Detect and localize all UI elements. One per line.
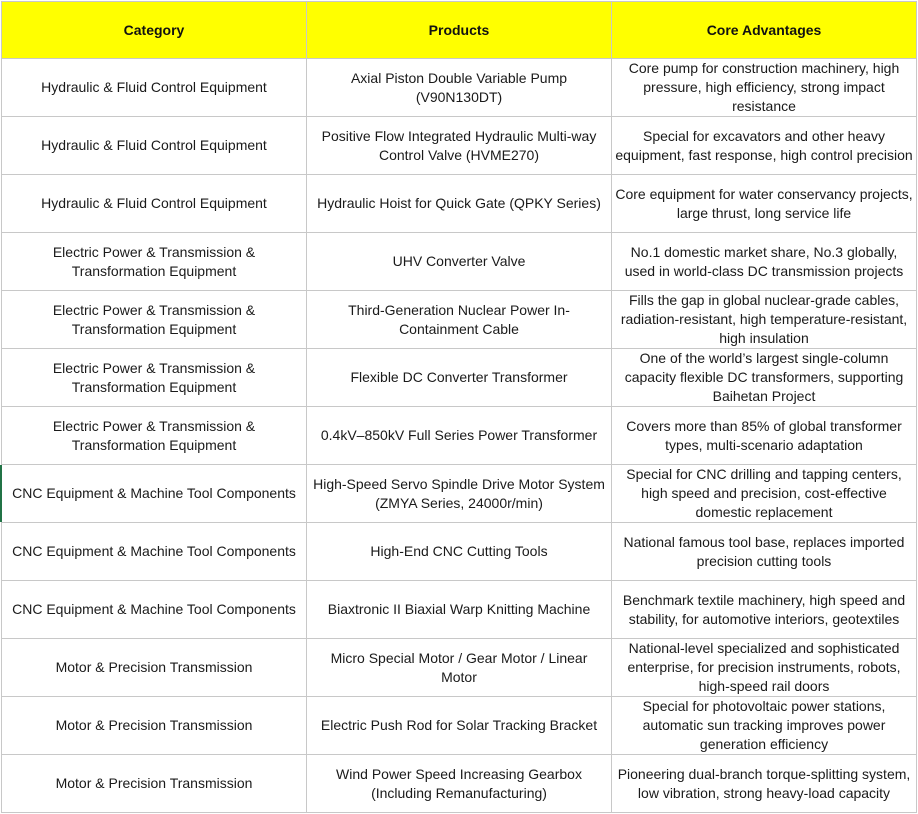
active-row-marker (0, 465, 2, 522)
advantage-cell[interactable]: Covers more than 85% of global transformer types, multi-scenario adaptation (612, 407, 917, 465)
advantage-cell[interactable]: Benchmark textile machinery, high speed and stability, for automotive interiors, geotextiles (612, 581, 917, 639)
product-cell[interactable]: High-End CNC Cutting Tools (307, 523, 612, 581)
category-cell[interactable]: Electric Power & Transmission & Transformation Equipment (2, 233, 307, 291)
advantage-cell[interactable]: Special for CNC drilling and tapping centers, high speed and precision, cost-effective domestic replacement (612, 465, 917, 523)
advantage-cell[interactable]: Pioneering dual-branch torque-splitting system, low vibration, strong heavy-load capacity (612, 755, 917, 813)
table-row (2, 465, 917, 523)
table-row (2, 349, 917, 407)
advantage-cell[interactable]: No.1 domestic market share, No.3 globally, used in world-class DC transmission projects (612, 233, 917, 291)
product-cell[interactable]: Third-Generation Nuclear Power In-Containment Cable (307, 291, 612, 349)
category-cell[interactable]: CNC Equipment & Machine Tool Components (2, 523, 307, 581)
advantage-cell[interactable]: One of the world’s largest single-column capacity flexible DC transformers, supporting Baihetan Project (612, 349, 917, 407)
category-cell[interactable]: Electric Power & Transmission & Transformation Equipment (2, 407, 307, 465)
advantage-cell[interactable]: Special for photovoltaic power stations, automatic sun tracking improves power generation efficiency (612, 697, 917, 755)
advantage-cell[interactable]: Core equipment for water conservancy projects, large thrust, long service life (612, 175, 917, 233)
header-cell-category[interactable]: Category (2, 2, 307, 59)
category-cell[interactable]: CNC Equipment & Machine Tool Components (2, 465, 307, 523)
advantage-cell[interactable]: Core pump for construction machinery, high pressure, high efficiency, strong impact resistance (612, 59, 917, 117)
category-cell[interactable]: Hydraulic & Fluid Control Equipment (2, 117, 307, 175)
table-body (2, 59, 917, 813)
product-cell[interactable]: Electric Push Rod for Solar Tracking Bracket (307, 697, 612, 755)
table-row (2, 117, 917, 175)
advantage-cell[interactable]: National famous tool base, replaces imported precision cutting tools (612, 523, 917, 581)
category-cell[interactable]: Hydraulic & Fluid Control Equipment (2, 175, 307, 233)
product-cell[interactable]: Micro Special Motor / Gear Motor / Linear Motor (307, 639, 612, 697)
table-header (2, 2, 917, 59)
product-cell[interactable]: Flexible DC Converter Transformer (307, 349, 612, 407)
category-cell[interactable]: Electric Power & Transmission & Transformation Equipment (2, 349, 307, 407)
table-row (2, 581, 917, 639)
category-cell[interactable]: Motor & Precision Transmission (2, 639, 307, 697)
category-cell[interactable]: Electric Power & Transmission & Transformation Equipment (2, 291, 307, 349)
header-cell-products[interactable]: Products (307, 2, 612, 59)
product-table (1, 1, 917, 813)
header-row (2, 2, 917, 59)
advantage-cell[interactable]: Fills the gap in global nuclear-grade cables, radiation-resistant, high temperature-resistant, high insulation (612, 291, 917, 349)
table-row (2, 175, 917, 233)
product-cell[interactable]: Biaxtronic II Biaxial Warp Knitting Machine (307, 581, 612, 639)
table-row (2, 233, 917, 291)
category-cell[interactable]: Hydraulic & Fluid Control Equipment (2, 59, 307, 117)
advantage-cell[interactable]: Special for excavators and other heavy equipment, fast response, high control precision (612, 117, 917, 175)
product-cell[interactable]: UHV Converter Valve (307, 233, 612, 291)
table-row (2, 755, 917, 813)
table-row (2, 639, 917, 697)
product-cell[interactable]: Axial Piston Double Variable Pump (V90N130DT) (307, 59, 612, 117)
table-row (2, 523, 917, 581)
product-cell[interactable]: High-Speed Servo Spindle Drive Motor System (ZMYA Series, 24000r/min) (307, 465, 612, 523)
advantage-cell[interactable]: National-level specialized and sophisticated enterprise, for precision instruments, robots, high-speed rail doors (612, 639, 917, 697)
product-cell[interactable]: Hydraulic Hoist for Quick Gate (QPKY Series) (307, 175, 612, 233)
category-cell[interactable]: Motor & Precision Transmission (2, 697, 307, 755)
product-cell[interactable]: 0.4kV–850kV Full Series Power Transformer (307, 407, 612, 465)
product-cell[interactable]: Wind Power Speed Increasing Gearbox (Including Remanufacturing) (307, 755, 612, 813)
category-cell[interactable]: CNC Equipment & Machine Tool Components (2, 581, 307, 639)
product-cell[interactable]: Positive Flow Integrated Hydraulic Multi-way Control Valve (HVME270) (307, 117, 612, 175)
category-cell[interactable]: Motor & Precision Transmission (2, 755, 307, 813)
table-row (2, 407, 917, 465)
table-row (2, 291, 917, 349)
table-row (2, 697, 917, 755)
header-cell-advantages[interactable]: Core Advantages (612, 2, 917, 59)
table-row (2, 59, 917, 117)
